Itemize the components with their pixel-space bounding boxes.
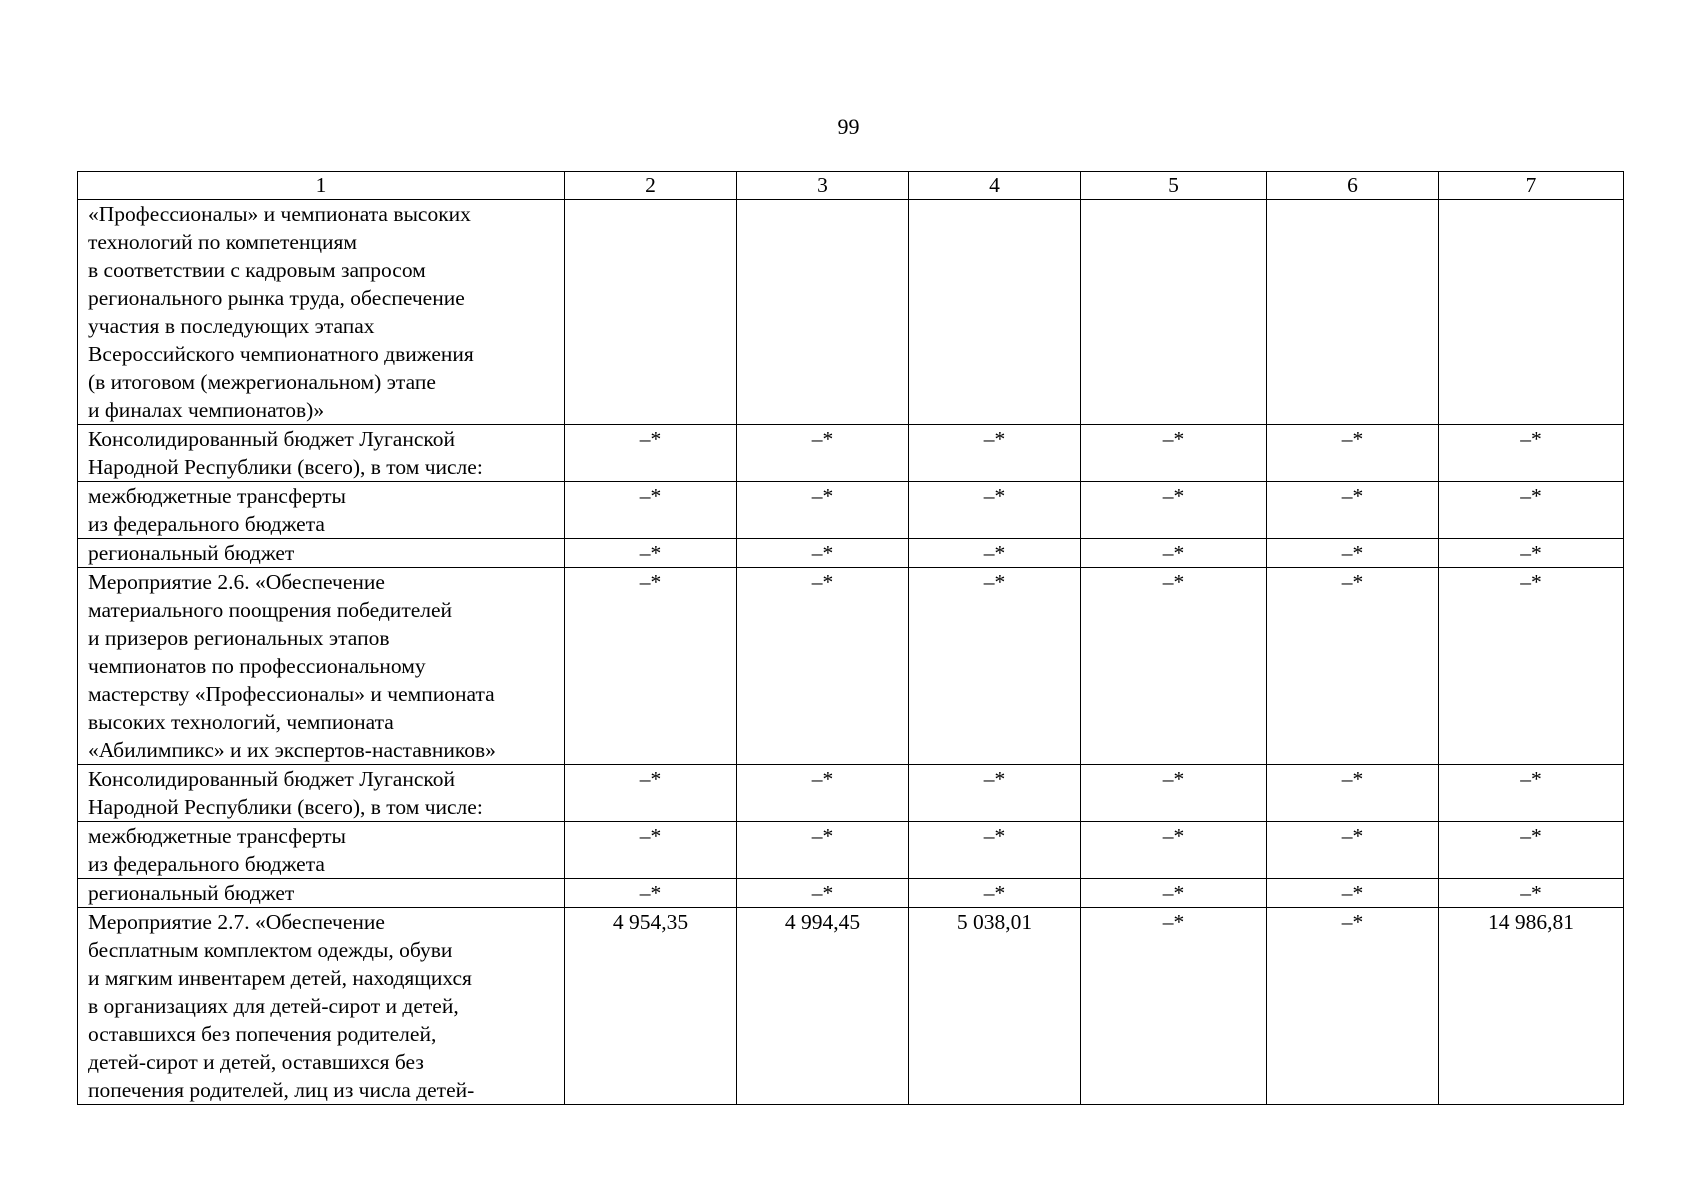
value-cell: –* [1081,425,1267,482]
value-cell: –* [565,765,737,822]
value-cell: –* [1439,425,1624,482]
value-cell [909,200,1081,425]
value-cell: –* [565,879,737,908]
value-cell: 5 038,01 [909,908,1081,1105]
row-label: «Профессионалы» и чемпионата высоких технологий по компетенциям в соответствии с кадровым запросом регионального рынка труда, обеспечение участия в последующих этапах Всероссийского чемпионатного движения (в итоговом (межрегиональном) этапе и финалах чемпионатов)» [78,200,565,425]
value-cell: –* [565,822,737,879]
value-cell: –* [737,425,909,482]
value-cell: 4 994,45 [737,908,909,1105]
value-cell: –* [909,765,1081,822]
column-header: 4 [909,172,1081,200]
value-cell: –* [1267,908,1439,1105]
value-cell: –* [1081,908,1267,1105]
value-cell: –* [1081,765,1267,822]
table-row [78,908,1624,1105]
value-cell [737,200,909,425]
value-cell: –* [1439,482,1624,539]
value-cell: –* [909,425,1081,482]
value-cell: –* [737,765,909,822]
row-label: межбюджетные трансферты из федерального бюджета [78,482,565,539]
value-cell: 4 954,35 [565,908,737,1105]
row-label: межбюджетные трансферты из федерального бюджета [78,822,565,879]
value-cell: –* [737,482,909,539]
value-cell: –* [1081,879,1267,908]
value-cell: –* [1267,822,1439,879]
table-row [78,765,1624,822]
value-cell: –* [737,822,909,879]
value-cell: –* [1439,879,1624,908]
table-row [78,482,1624,539]
value-cell: –* [1267,568,1439,765]
column-header: 1 [78,172,565,200]
row-label: региональный бюджет [78,879,565,908]
budget-table [77,171,1624,1105]
value-cell: –* [1267,482,1439,539]
row-label: региональный бюджет [78,539,565,568]
table-row [78,568,1624,765]
value-cell: –* [909,482,1081,539]
value-cell: –* [1439,765,1624,822]
value-cell: –* [1267,765,1439,822]
value-cell: 14 986,81 [1439,908,1624,1105]
value-cell: –* [909,539,1081,568]
value-cell: –* [565,482,737,539]
table-body [78,172,1624,1105]
table-header-row [78,172,1624,200]
value-cell: –* [737,568,909,765]
value-cell: –* [737,539,909,568]
column-header: 6 [1267,172,1439,200]
row-label: Консолидированный бюджет Луганской Народной Республики (всего), в том числе: [78,765,565,822]
value-cell: –* [1267,425,1439,482]
table-row [78,539,1624,568]
value-cell: –* [1081,568,1267,765]
row-label: Мероприятие 2.7. «Обеспечение бесплатным комплектом одежды, обуви и мягким инвентарем детей, находящихся в организациях для детей-сирот и детей, оставшихся без попечения родителей, детей-сирот и детей, оставшихся без попечения родителей, лиц из числа детей- [78,908,565,1105]
value-cell: –* [565,425,737,482]
value-cell [1081,200,1267,425]
value-cell: –* [909,568,1081,765]
value-cell [565,200,737,425]
value-cell: –* [909,822,1081,879]
table-row [78,425,1624,482]
value-cell: –* [565,568,737,765]
value-cell: –* [737,879,909,908]
column-header: 7 [1439,172,1624,200]
row-label: Консолидированный бюджет Луганской Народной Республики (всего), в том числе: [78,425,565,482]
value-cell [1267,200,1439,425]
value-cell: –* [1439,822,1624,879]
value-cell: –* [909,879,1081,908]
value-cell: –* [1267,879,1439,908]
column-header: 3 [737,172,909,200]
page-number: 99 [837,114,860,139]
table-row [78,879,1624,908]
value-cell: –* [1081,539,1267,568]
column-header: 2 [565,172,737,200]
value-cell: –* [1267,539,1439,568]
value-cell: –* [565,539,737,568]
table-row [78,200,1624,425]
value-cell: –* [1439,568,1624,765]
row-label: Мероприятие 2.6. «Обеспечение материального поощрения победителей и призеров региональных этапов чемпионатов по профессиональному мастерству «Профессионалы» и чемпионата высоких технологий, чемпионата «Абилимпикс» и их экспертов-наставников» [78,568,565,765]
value-cell [1439,200,1624,425]
column-header: 5 [1081,172,1267,200]
value-cell: –* [1439,539,1624,568]
table-row [78,822,1624,879]
value-cell: –* [1081,482,1267,539]
value-cell: –* [1081,822,1267,879]
